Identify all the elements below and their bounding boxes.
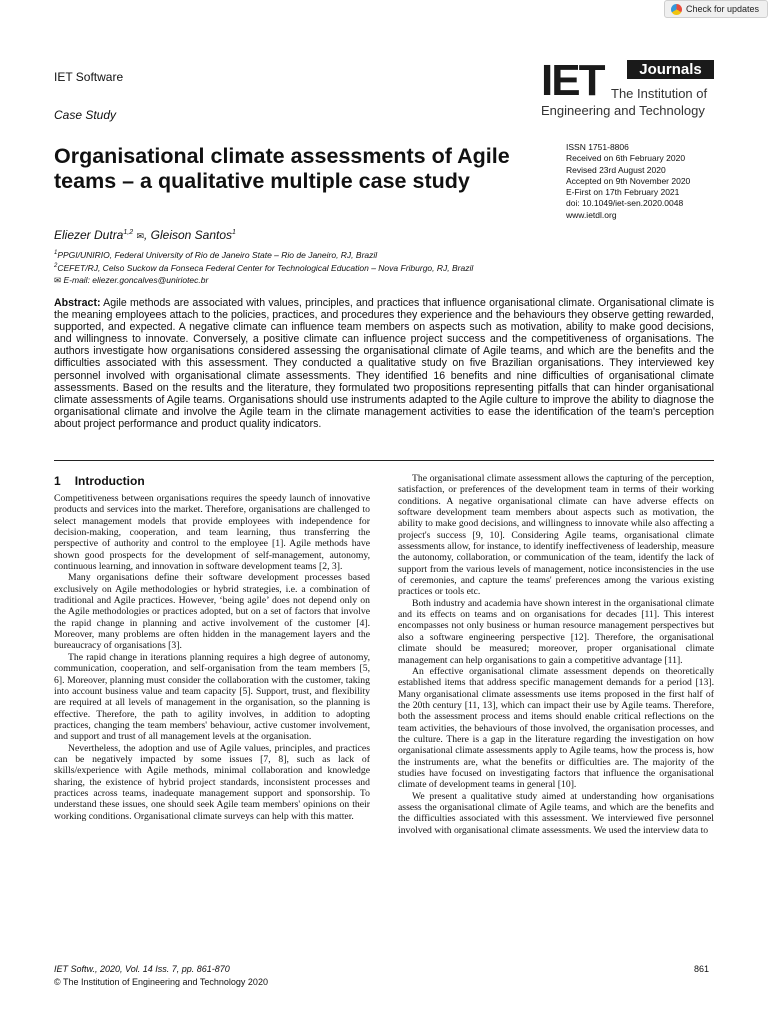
paragraph: Nevertheless, the adoption and use of Agile values, principles, and practices can be negatively impacted by some issues [7, 8], such as lack of skills/experience with Agile methods, minimal collaboration and knowledge sharing, the existence of hybrid project standards, inconsistent processes and practices across teams, inadequate management support and sponsorship. To understand these issues, one should seek Agile team members' opinions on their working conditions. Organisational climate surveys can help with this matter. xyxy=(54,742,370,822)
author-1-affil: 1,2 xyxy=(123,229,134,236)
envelope-icon: ✉ xyxy=(54,275,64,285)
paragraph: The rapid change in iterations planning requires a high degree of autonomy, communication, cooperation, and self-organisation from the team members [5, 6]. Moreover, planning must consider the collaboration with the customer, taking into account business value and team capacity [5]. Support, trust, and flexibility are required at all levels of management in the organisation, so the planning is effective. Therefore, the path to agility involves, in addition to adopting practices, changing the team members' behaviour, active customer involvement, and support and trust of all management levels at the organisation. xyxy=(54,651,370,743)
iet-logo-line1: The Institution of xyxy=(611,86,708,101)
iet-logo-mark: IET xyxy=(541,56,604,105)
footer-copyright: © The Institution of Engineering and Technology 2020 xyxy=(54,977,268,987)
section-heading xyxy=(54,474,159,488)
author-2[interactable]: Gleison Santos xyxy=(150,228,233,242)
section-number: 1 xyxy=(54,474,61,488)
author-list xyxy=(54,228,236,242)
paragraph: Both industry and academia have shown interest in the organisational climate and its effects on teams and on organisations for decades [11]. This interest encompasses not only business or human resource management perspectives but also a software engineering perspective [12]. Therefore, the organisational climate should be measured; moreover, proper organisational climate management can help organisations to gain a competitive advantage [11]. xyxy=(398,597,714,666)
check-for-updates-button[interactable] xyxy=(664,0,768,18)
article-title: Organisational climate assessments of Agile teams – a qualitative multiple case study xyxy=(54,144,510,193)
paragraph: An effective organisational climate assessment depends on theoretically established items that address specific management demands for a period [13]. Many organisational climate assessments use items proposed in the first half of the 20th century [11, 13], which can impact their use by Agile teams. Therefore, both the assessment process and items should enable critical reflections on the team activities, the behaviours of those involved, the organisation processes, and the culture. There is a gap in the literature regarding the investigation on how organisational climate assessments apply to Agile teams, how the process is, how the instruments are, what the benefits or difficulties are. The majority of the studies have focused on investigating factors that influence the organisational climate of development teams in general [10]. xyxy=(398,665,714,791)
meta-accepted: Accepted on 9th November 2020 xyxy=(566,175,691,186)
right-column xyxy=(398,473,714,836)
crossmark-icon xyxy=(671,4,682,15)
author-email[interactable]: ✉ E-mail: eliezer.goncalves@uniriotec.br xyxy=(54,275,209,285)
author-separator: , xyxy=(143,228,151,242)
affiliation-2: $^2$CEFET/RJ, Celso Suckow da Fonseca Federal Center for Technological Education – Nova Friburgo, RJ, Brazil xyxy=(54,262,474,273)
abstract-text: Agile methods are associated with values, principles, and practices that influence organisational climate. Organisational climate is the meaning employees attach to the policies, practices, and procedures they experience and the behaviours they observe getting rewarded, supported, and expected. A negative climate can influence team members on aspects such as motivation, ability to make good decisions, and willingness to innovate. Conversely, a positive climate can influence project success and the competitiveness of organisations. The authors investigate how organisations considered assessing the organisational climate of Agile teams, and which are the benefits and the difficulties associated with this assessment. They conducted a qualitative study on five Brazilian organisations. They interviewed key personnel involved with organisational climate assessments. They identified 16 benefits and nine difficulties of organisational climate assessments. Based on the results and the literature, they formulated two propositions representing pitfalls that can hinder organisational climate assessments of Agile teams. Organisations should use instruments adapted to the Agile culture to improve the ability to diagnose the organisational climate and involve the Agile team in the climate management activities to ease the identification of the team's perception about project performance and product quality indicators. xyxy=(54,297,715,430)
meta-website[interactable]: www.ietdl.org xyxy=(566,209,617,220)
meta-doi[interactable]: doi: 10.1049/iet-sen.2020.0048 xyxy=(566,198,684,209)
journal-name: IET Software xyxy=(54,70,124,84)
meta-efirst: E-First on 17th February 2021 xyxy=(566,187,680,198)
abstract-label: Abstract: xyxy=(54,297,101,309)
envelope-icon[interactable]: ✉ xyxy=(136,231,144,241)
paragraph: Competitiveness between organisations requires the speedy launch of innovative products and services into the market. Therefore, organisations are challenged to select management models that provide employees with independence for decision-making, cooperation, and team learning, thus transferring the perspective of authority and control to the employee [1]. Agile methods have shown good prospects for the development of self-management, autonomy, continuous learning, and innovation in software development teams [2, 3]. xyxy=(54,493,370,573)
author-2-affil: 1 xyxy=(232,229,236,236)
section-divider xyxy=(54,460,714,461)
section-title: Introduction xyxy=(74,474,145,488)
affiliation-1: $^1$PPGI/UNIRIO, Federal University of Rio de Janeiro State – Rio de Janeiro, RJ, Brazil xyxy=(54,249,378,260)
paragraph: Many organisations define their software development processes based exclusively on Agile methodologies or hybrid strategies, i.e. a combination of traditional and Agile practices. However, ‘being agile’ does not depend only on the Agile methodologies or practices adopted, but on a set of factors that involve the rapid change in planning and active involvement of the customer [4]. Moreover, many problems are often hidden in the management layers and the bureaucracy of organisations [3]. xyxy=(54,572,370,652)
check-for-updates-label: Check for updates xyxy=(686,4,760,14)
meta-revised: Revised 23rd August 2020 xyxy=(566,164,666,175)
abstract xyxy=(54,297,714,430)
article-type: Case Study xyxy=(54,108,117,122)
author-1[interactable]: Eliezer Dutra xyxy=(54,228,124,242)
iet-logo-journals: Journals xyxy=(627,60,714,79)
paragraph: The organisational climate assessment allows the capturing of the perception, satisfaction, or preferences of the development team in terms of their working conditions. A negative organisational climate can have adverse effects on software development team members about aspects such as motivation, the ability to make good decisions, and willingness to innovate while also affecting a project's success [9, 10]. Considering Agile teams, organisational climate assessments allow, for instance, to identify ineffectiveness of leadership, measure the autonomy, collaboration, or communication of the team, identify the lack of support from the various levels of management, notice inconsistencies in the use of ceremonies, and capture the teams' preferences among the various existing practices or tools etc. xyxy=(398,473,714,598)
footer-citation: IET Softw., 2020, Vol. 14 Iss. 7, pp. 861-870 xyxy=(54,964,230,974)
meta-received: Received on 6th February 2020 xyxy=(566,153,686,164)
paragraph: We present a qualitative study aimed at understanding how organisations assess the organisational climate of Agile teams, and which are the benefits and the difficulties associated with this assessment. We interviewed five personnel involved with organisational climate assessments. We used the interview data to xyxy=(398,790,714,836)
iet-logo xyxy=(541,56,717,123)
article-meta xyxy=(566,142,690,221)
left-column xyxy=(54,493,370,822)
meta-issn: ISSN 1751-8806 xyxy=(566,142,629,152)
iet-logo-line2: Engineering and Technology xyxy=(541,103,705,118)
page-number: 861 xyxy=(694,964,710,974)
